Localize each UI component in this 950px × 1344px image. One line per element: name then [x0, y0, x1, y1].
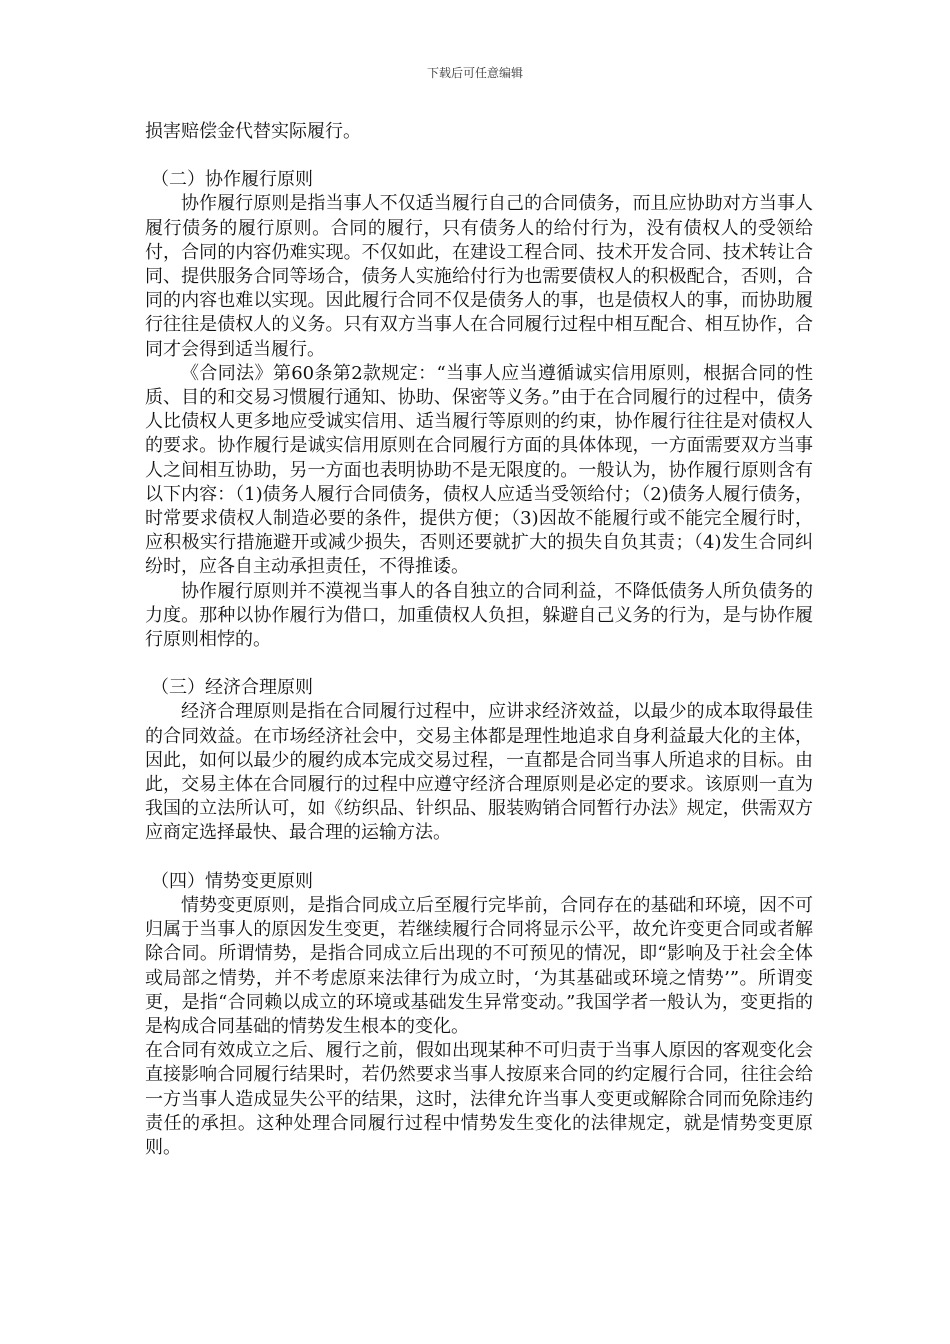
page-header-note: 下载后可任意编辑	[426, 66, 523, 80]
change-paragraph-2: 在合同有效成立之后、履行之前，假如出现某种不可归责于当事人原因的客观变化会直接影响合同履行结果时，若仍然要求当事人按原来合同的约定履行合同，往往会给一方当事人造成显失公平的结果，这时，法律允许当事人变更或解除合同而免除违约责任的承担。这种处理合同履行过程中情势发生变化的法律规定，就是情势变更原则。	[145, 1040, 813, 1158]
economic-paragraph-1: 经济合理原则是指在合同履行过程中，应讲求经济效益，以最少的成本取得最佳的合同效益。在市场经济社会中，交易主体都是理性地追求自身利益最大化的主体，因此，如何以最少的履约成本完成交易过程，一直都是合同当事人所追求的目标。由此，交易主体在合同履行的过程中应遵守经济合理原则是必定的要求。该原则一直为我国的立法所认可，如《纺织品、针织品、服装购销合同暂行办法》规定，供需双方应商定选择最快、最合理的运输方法。	[145, 701, 813, 844]
section-heading-cooperation: （二）协作履行原则	[151, 169, 313, 191]
cooperation-paragraph-2: 《合同法》第60条第2款规定：“当事人应当遵循诚实信用原则，根据合同的性质、目的和交易习惯履行通知、协助、保密等义务。”由于在合同履行的过程中，债务人比债权人更多地应受诚实信用、适当履行等原则的约束，协作履行往往是对债权人的要求。协作履行是诚实信用原则在合同履行方面的具体体现，一方面需要双方当事人之间相互协助，另一方面也表明协助不是无限度的。一般认为，协作履行原则含有以下内容：（1)债务人履行合同债务，债权人应适当受领给付；（2)债务人履行债务，时常要求债权人制造必要的条件，提供方便；（3)因故不能履行或不能完全履行时，应积极实行措施避开或减少损失，否则还要就扩大的损失自负其责；（4)发生合同纠纷时，应各自主动承担责任，不得推诿。	[145, 362, 813, 578]
intro-paragraph: 损害赔偿金代替实际履行。	[145, 121, 361, 142]
change-paragraph-1: 情势变更原则，是指合同成立后至履行完毕前，合同存在的基础和环境，因不可归属于当事人的原因发生变更，若继续履行合同将显示公平，故允许变更合同或者解除合同。所谓情势，是指合同成立后出现的不可预见的情况，即“影响及于社会全体或局部之情势，并不考虑原来法律行为成立时，‘为其基础或环境之情势’”。所谓变更，是指“合同赖以成立的环境或基础发生异常变动。”我国学者一般认为，变更指的是构成合同基础的情势发生根本的变化。	[145, 894, 813, 1037]
paragraph-gap	[145, 846, 813, 870]
paragraph-gap	[145, 144, 813, 168]
cooperation-paragraph-1: 协作履行原则是指当事人不仅适当履行自己的合同债务，而且应协助对方当事人履行债务的履行原则。合同的履行，只有债务人的给付行为，没有债权人的受领给付，合同的内容仍难实现。不仅如此，在建设工程合同、技术开发合同、技术转让合同、提供服务合同等场合，债务人实施给付行为也需要债权人的积极配合，否则，合同的内容也难以实现。因此履行合同不仅是债务人的事，也是债权人的事，而协助履行往往是债权人的义务。只有双方当事人在合同履行过程中相互配合、相互协作，合同才会得到适当履行。	[145, 193, 813, 360]
paragraph-gap	[145, 652, 813, 676]
document-body	[145, 120, 813, 1160]
section-heading-economic: （三）经济合理原则	[151, 677, 313, 699]
cooperation-paragraph-3: 协作履行原则并不漠视当事人的各自独立的合同利益，不降低债务人所负债务的力度。那种以协作履行为借口，加重债权人负担，躲避自己义务的行为，是与协作履行原则相悖的。	[145, 580, 813, 651]
section-heading-change-of-circumstances: （四）情势变更原则	[151, 870, 313, 892]
